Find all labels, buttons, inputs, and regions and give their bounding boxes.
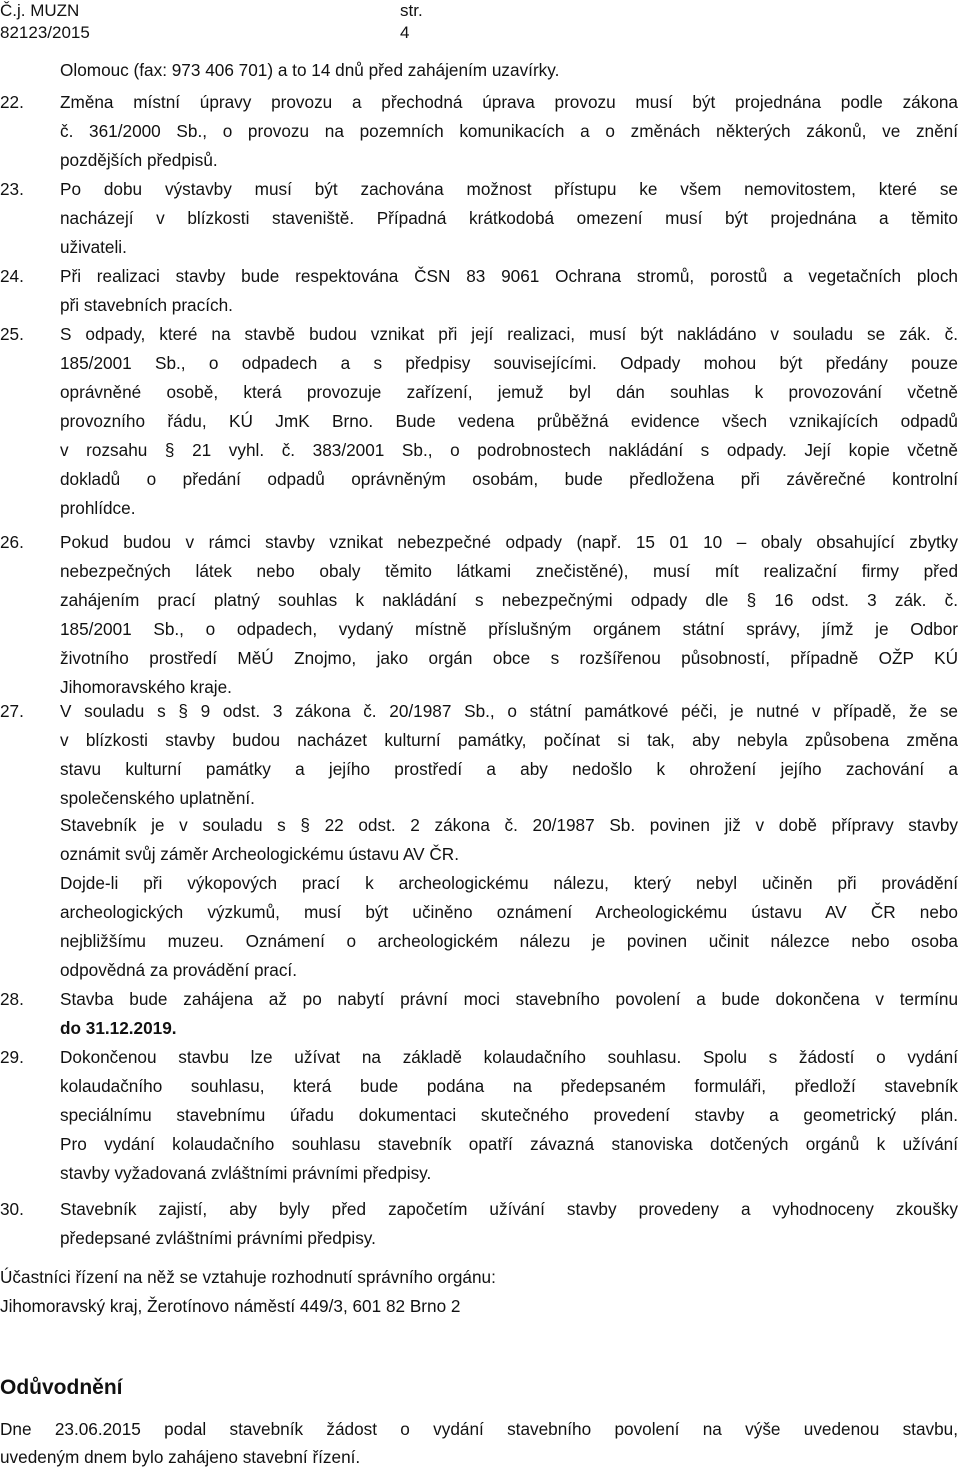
paragraph-line xyxy=(0,147,960,173)
paragraph-line xyxy=(0,176,960,202)
line-text: nebezpečných látek nebo obaly těmito látkami znečistěné), musí mít realizační firmy před xyxy=(60,561,958,581)
line-text: speciálnímu stavebnímu úřadu dokumentaci skutečného provedení stavby a geometrický plán. xyxy=(60,1105,958,1125)
paragraph-line xyxy=(0,321,960,347)
paragraph-line xyxy=(0,57,960,83)
line-text: Změna místní úpravy provozu a přechodná úprava provozu musí být projednána podle zákona xyxy=(60,92,958,112)
line-text: dokladů o předání odpadů oprávněným osobám, bude předložena při závěrečné kontrolní xyxy=(60,469,958,489)
line-text: stavby vyžadovaná zvláštními právními předpisy. xyxy=(60,1163,432,1183)
page-number: str. 4 xyxy=(400,1,423,42)
line-text: Pro vydání kolaudačního souhlasu stavebník opatří závazná stanoviska dotčených orgánů k užívání xyxy=(60,1134,958,1154)
line-text: životního prostředí MěÚ Znojmo, jako orgán obce s rozšířenou působností, případně OŽP KÚ xyxy=(60,648,958,668)
paragraph-line xyxy=(0,529,960,555)
line-text: nejbližšímu muzeu. Oznámení o archeologickém nálezu je povinen učinit nálezce nebo osoba xyxy=(60,931,958,951)
line-text: V souladu s § 9 odst. 3 zákona č. 20/1987 Sb., o státní památkové péči, je nutné v případě, že se xyxy=(60,701,958,721)
line-text: uživateli. xyxy=(60,237,127,257)
line-text: Jihomoravského kraje. xyxy=(60,677,232,697)
paragraph-line xyxy=(0,698,960,724)
paragraph-line xyxy=(0,674,960,700)
reasoning-line xyxy=(0,1416,958,1442)
item-number: 23. xyxy=(0,179,24,199)
paragraph-line xyxy=(0,616,960,642)
line-text: Stavebník zajistí, aby byly před započetím užívání stavby provedeny a vyhodnoceny zkoušky xyxy=(60,1199,958,1219)
paragraph-line xyxy=(0,1225,960,1251)
line-text: pozdějších předpisů. xyxy=(60,150,218,170)
line-text: prohlídce. xyxy=(60,498,136,518)
line-text: stavu kulturní památky a jejího prostředí a aby nedošlo k ohrožení jejího zachování a xyxy=(60,759,958,779)
paragraph-line xyxy=(0,379,960,405)
paragraph-line xyxy=(0,350,960,376)
line-text: do 31.12.2019. xyxy=(60,1018,177,1038)
paragraph-line xyxy=(0,1015,960,1041)
line-text: oprávněné osobě, která provozuje zařízení, jemuž byl dán souhlas k provozování včetně xyxy=(60,382,958,402)
line-text: S odpady, které na stavbě budou vznikat při její realizaci, musí být nakládáno v souladu se zák. č. xyxy=(60,324,958,344)
item-number: 27. xyxy=(0,701,24,721)
line-text: Pokud budou v rámci stavby vznikat nebezpečné odpady (např. 15 01 10 – obaly obsahující zbytky xyxy=(60,532,958,552)
line-text: nacházejí v blízkosti staveniště. Případná krátkodobá omezení musí být projednána a těmito xyxy=(60,208,958,228)
paragraph-line xyxy=(0,727,960,753)
paragraph-line xyxy=(0,1044,960,1070)
line-text: při stavebních pracích. xyxy=(60,295,233,315)
paragraph-line xyxy=(0,89,960,115)
paragraph-line xyxy=(0,1160,960,1186)
item-number: 22. xyxy=(0,92,24,112)
item-number: 25. xyxy=(0,324,24,344)
line-text: 185/2001 Sb., o odpadech, vydaný místně příslušným orgánem státní správy, jímž je Odbor xyxy=(60,619,958,639)
line-text: společenského uplatnění. xyxy=(60,788,255,808)
paragraph-line xyxy=(0,466,960,492)
paragraph-line xyxy=(0,1073,960,1099)
item-number: 24. xyxy=(0,266,24,286)
paragraph-line xyxy=(0,263,960,289)
line-text: uvedeným dnem bylo zahájeno stavební řízení. xyxy=(0,1447,361,1467)
line-text: Při realizaci stavby bude respektována ČSN 83 9061 Ochrana stromů, porostů a vegetačních ploch xyxy=(60,266,958,286)
paragraph-line xyxy=(0,785,960,811)
paragraph-line xyxy=(0,957,960,983)
item-number: 28. xyxy=(0,989,24,1009)
paragraph-line xyxy=(0,899,960,925)
paragraph-line xyxy=(0,118,960,144)
paragraph-line xyxy=(0,587,960,613)
item-number: 26. xyxy=(0,532,24,552)
line-text: v rozsahu § 21 vyhl. č. 383/2001 Sb., o podrobnostech nakládání s odpady. Její kopie včetně xyxy=(60,440,958,460)
participants-value: Jihomoravský kraj, Žerotínovo náměstí 449/3, 601 82 Brno 2 xyxy=(0,1296,461,1316)
paragraph-line xyxy=(0,408,960,434)
paragraph-line xyxy=(0,1102,960,1128)
line-text: Dne 23.06.2015 podal stavebník žádost o vydání stavebního povolení na výše uvedenou stavbu, xyxy=(0,1419,958,1439)
paragraph-line xyxy=(0,870,960,896)
line-text: odpovědná za provádění prací. xyxy=(60,960,297,980)
paragraph-line xyxy=(0,986,960,1012)
paragraph-line xyxy=(0,558,960,584)
case-number: Č.j. MUZN 82123/2015 xyxy=(0,1,90,42)
paragraph-line xyxy=(0,437,960,463)
line-text: č. 361/2000 Sb., o provozu na pozemních komunikacích a o změnách některých zákonů, ve znění xyxy=(60,121,958,141)
line-text: Dojde-li při výkopových prací k archeologickému nálezu, který nebyl učiněn při provádění xyxy=(60,873,958,893)
line-text: Olomouc (fax: 973 406 701) a to 14 dnů před zahájením uzavírky. xyxy=(60,60,560,80)
line-text: Stavebník je v souladu s § 22 odst. 2 zákona č. 20/1987 Sb. povinen již v době přípravy stavby xyxy=(60,815,958,835)
line-text: kolaudačního souhlasu, která bude podána na předepsaném formuláři, předloží stavebník xyxy=(60,1076,958,1096)
line-text: Dokončenou stavbu lze užívat na základě kolaudačního souhlasu. Spolu s žádostí o vydání xyxy=(60,1047,958,1067)
paragraph-line xyxy=(0,928,960,954)
line-text: provozního řádu, KÚ JmK Brno. Bude vedena průběžná evidence všech vznikajících odpadů xyxy=(60,411,958,431)
paragraph-line xyxy=(0,292,960,318)
paragraph-line xyxy=(0,1131,960,1157)
line-text: archeologických výzkumů, musí být učiněno oznámení Archeologickému ústavu AV ČR nebo xyxy=(60,902,958,922)
reasoning-line xyxy=(0,1444,958,1470)
paragraph-line xyxy=(0,495,960,521)
line-text: Stavba bude zahájena až po nabytí právní moci stavebního povolení a bude dokončena v termínu xyxy=(60,989,958,1009)
paragraph-line xyxy=(0,205,960,231)
line-text: oznámit svůj záměr Archeologickému ústavu AV ČR. xyxy=(60,844,459,864)
paragraph-line xyxy=(0,645,960,671)
line-text: 185/2001 Sb., o odpadech a s předpisy souvisejícími. Odpady mohou být předány pouze xyxy=(60,353,958,373)
line-text: zahájením prací platný souhlas k nakládání s nebezpečnými odpady dle § 16 odst. 3 zák. č. xyxy=(60,590,958,610)
paragraph-line xyxy=(0,812,960,838)
paragraph-line xyxy=(0,756,960,782)
line-text: předepsané zvláštními právními předpisy. xyxy=(60,1228,376,1248)
item-number: 29. xyxy=(0,1047,24,1067)
section-heading: Odůvodnění xyxy=(0,1376,123,1399)
paragraph-line xyxy=(0,234,960,260)
paragraph-line xyxy=(0,841,960,867)
line-text: Po dobu výstavby musí být zachována možnost přístupu ke všem nemovitostem, které se xyxy=(60,179,958,199)
line-text: v blízkosti stavby budou nacházet kulturní památky, počínat si tak, aby nebyla způsobena změna xyxy=(60,730,958,750)
paragraph-line xyxy=(0,1196,960,1222)
participants-label: Účastníci řízení na něž se vztahuje rozhodnutí správního orgánu: xyxy=(0,1267,496,1287)
item-number: 30. xyxy=(0,1199,24,1219)
